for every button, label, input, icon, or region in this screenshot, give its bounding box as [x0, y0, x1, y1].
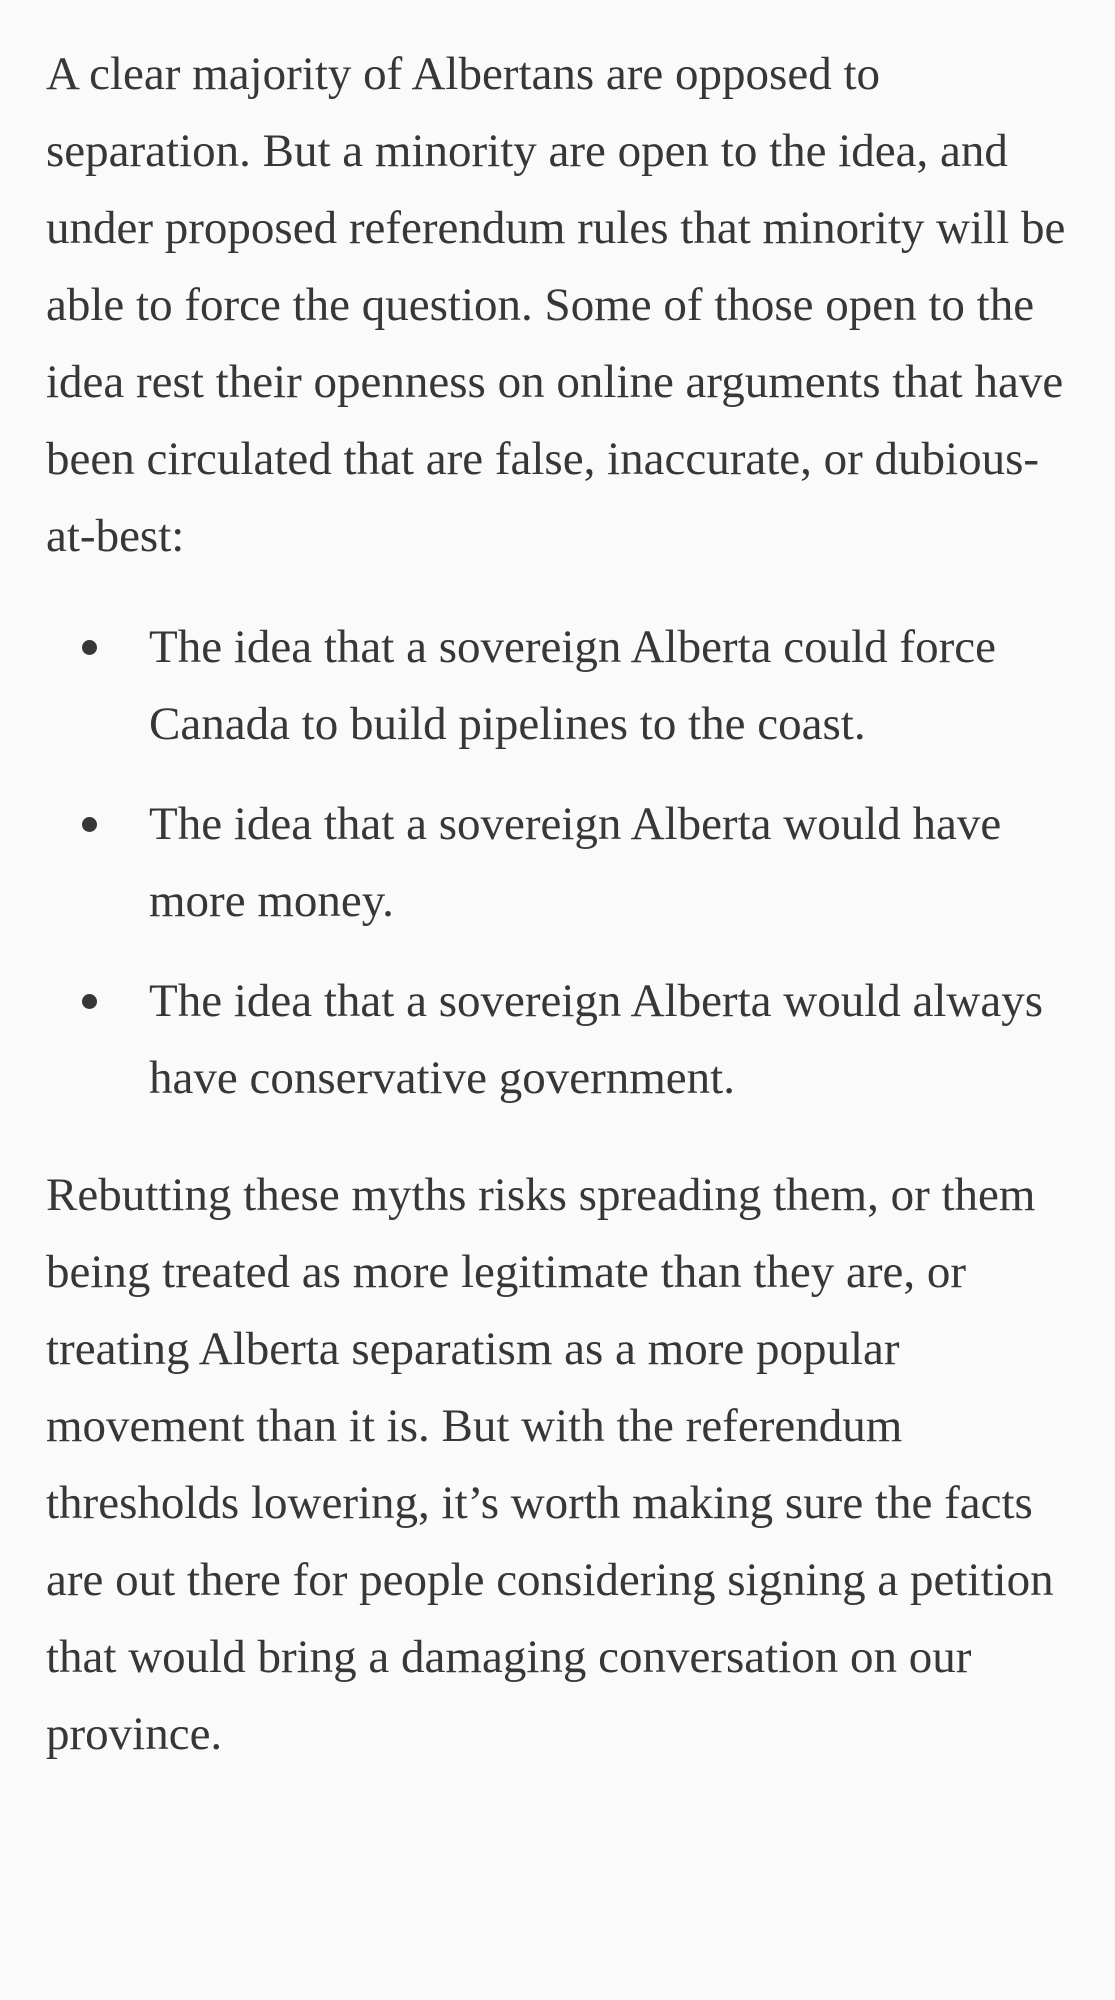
list-item-text: The idea that a sovereign Alberta would have more money.: [149, 798, 1002, 927]
bullet-icon: [82, 640, 97, 655]
list-item: [149, 609, 1076, 763]
intro-paragraph: A clear majority of Albertans are opposed to separation. But a minority are open to the idea, and under proposed referendum rules that minority will be able to force the question. Some of those open to the idea rest their openness on online arguments that have been circulated that are false, inaccurate, or dubious-at-best:: [46, 48, 1066, 562]
list-item-text: The idea that a sovereign Alberta would always have conservative government.: [149, 975, 1044, 1104]
closing-paragraph: Rebutting these myths risks spreading them, or them being treated as more legitimate than they are, or treating Alberta separatism as a more popular movement than it is. But with the referendum thresholds lowering, it’s worth making sure the facts are out there for people considering signing a petition that would bring a damaging conversation on our province.: [46, 1169, 1054, 1760]
bullet-icon: [82, 994, 97, 1009]
list-item: [149, 963, 1076, 1117]
article-body: [46, 36, 1076, 1773]
list-item-text: The idea that a sovereign Alberta could force Canada to build pipelines to the coast.: [149, 621, 996, 750]
list-item: [149, 786, 1076, 940]
myths-list: [46, 609, 1076, 1117]
bullet-icon: [82, 817, 97, 832]
